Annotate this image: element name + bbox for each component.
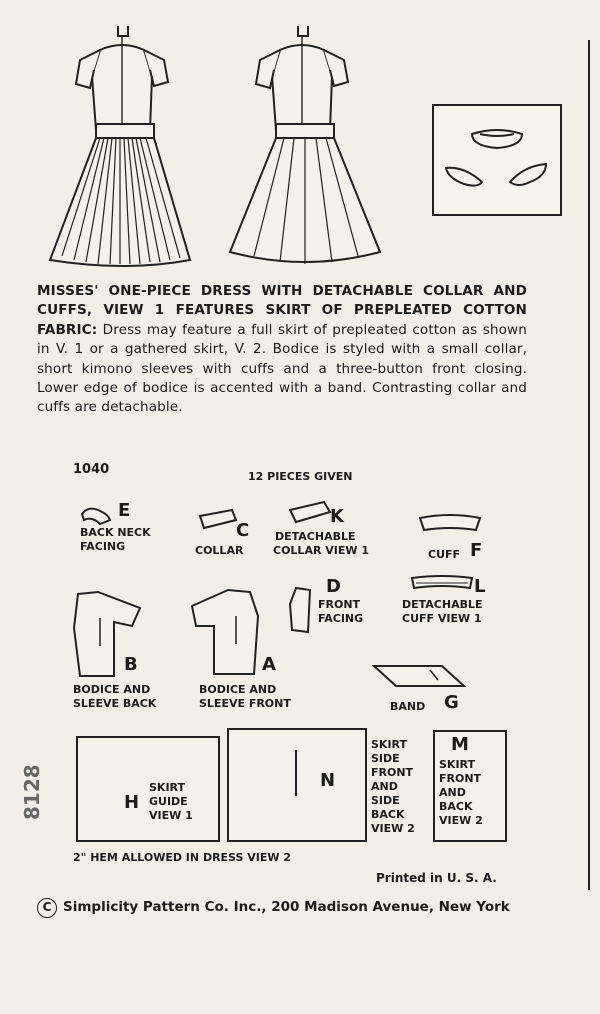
piece-e-shape — [78, 504, 114, 526]
piece-h-letter: H — [124, 792, 140, 813]
piece-l-shape — [410, 574, 474, 594]
piece-g-label-1: BAND — [390, 700, 426, 713]
piece-a-label-1: BODICE AND — [199, 683, 277, 696]
pattern-description — [37, 282, 527, 418]
piece-n-label-1: SKIRT — [371, 738, 408, 751]
piece-n-label-3: FRONT — [371, 766, 414, 779]
piece-f-letter: F — [470, 540, 483, 561]
piece-n-grainline — [292, 748, 300, 798]
piece-n-label-5: SIDE — [371, 794, 400, 807]
piece-a-label-2: SLEEVE FRONT — [199, 697, 291, 710]
hem-note: 2" HEM ALLOWED IN DRESS VIEW 2 — [73, 851, 291, 864]
piece-l-label-1: DETACHABLE — [402, 598, 483, 611]
piece-m-label-5: VIEW 2 — [439, 814, 483, 827]
piece-n-label-7: VIEW 2 — [371, 822, 415, 835]
piece-d-label-2: FACING — [318, 612, 364, 625]
collar-cuffs-icon — [434, 106, 560, 214]
piece-h-label-2: GUIDE — [149, 795, 188, 808]
piece-l-label-2: CUFF VIEW 1 — [402, 612, 482, 625]
piece-e-label-2: FACING — [80, 540, 126, 553]
piece-g-shape — [372, 662, 466, 690]
piece-m-label-3: AND — [439, 786, 466, 799]
piece-m-label-4: BACK — [439, 800, 473, 813]
piece-c-label-1: COLLAR — [195, 544, 244, 557]
piece-b-letter: B — [124, 654, 138, 675]
description-body: Dress may feature a full skirt of prepleated cotton as shown in V. 1 or a gathered skirt, V. 2. Bodice is styled with a small collar, short kimono sleeves with cuffs and a three-button front closing. Lower edge of bodice is accented with a band. Contrasting collar and cuffs are detachable. — [37, 321, 527, 416]
copyright-line — [37, 898, 510, 918]
right-border-rule — [588, 40, 594, 890]
piece-d-label-1: FRONT — [318, 598, 361, 611]
piece-k-label-2: COLLAR VIEW 1 — [273, 544, 369, 557]
piece-k-letter: K — [330, 506, 344, 527]
piece-c-shape — [198, 508, 238, 532]
piece-n-label-2: SIDE — [371, 752, 400, 765]
piece-n-letter: N — [320, 770, 336, 791]
piece-f-label-1: CUFF — [428, 548, 461, 561]
dress-view-1-illustration — [50, 26, 190, 266]
piece-b-label-1: BODICE AND — [73, 683, 151, 696]
piece-h-box — [76, 736, 220, 842]
piece-g-letter: G — [444, 692, 459, 713]
piece-m-label-2: FRONT — [439, 772, 482, 785]
piece-h-label-3: VIEW 1 — [149, 809, 193, 822]
copyright-icon: C — [37, 898, 57, 918]
pattern-number: 1040 — [73, 462, 110, 477]
piece-d-letter: D — [326, 576, 341, 597]
piece-e-letter: E — [118, 500, 131, 521]
dress-illustrations — [40, 20, 440, 275]
pieces-given: 12 PIECES GIVEN — [248, 470, 353, 483]
piece-k-shape — [288, 500, 332, 524]
piece-b-label-2: SLEEVE BACK — [73, 697, 157, 710]
piece-f-shape — [418, 514, 482, 534]
piece-m-label-1: SKIRT — [439, 758, 476, 771]
piece-a-shape — [186, 586, 266, 678]
piece-d-shape — [286, 586, 316, 636]
piece-n-label-6: BACK — [371, 808, 405, 821]
piece-e-label-1: BACK NECK — [80, 526, 151, 539]
description-lead: MISSES' ONE-PIECE DRESS WITH DETACHABLE COLLAR AND CUFFS, VIEW 1 FEATURES SKIRT OF PREPLEATED COTTON FABRIC: — [37, 283, 527, 338]
piece-m-letter: M — [451, 734, 469, 755]
piece-a-letter: A — [262, 654, 276, 675]
copyright-text: Simplicity Pattern Co. Inc., 200 Madison Avenue, New York — [63, 899, 510, 915]
collar-cuff-detail-box — [432, 104, 562, 216]
piece-c-letter: C — [236, 520, 250, 541]
piece-k-label-1: DETACHABLE — [275, 530, 356, 543]
piece-l-letter: L — [474, 576, 486, 597]
stamp-number: 8128 — [20, 764, 44, 820]
piece-h-label-1: SKIRT — [149, 781, 186, 794]
printed-in: Printed in U. S. A. — [376, 871, 497, 885]
piece-n-label-4: AND — [371, 780, 398, 793]
dress-view-2-illustration — [230, 26, 380, 264]
